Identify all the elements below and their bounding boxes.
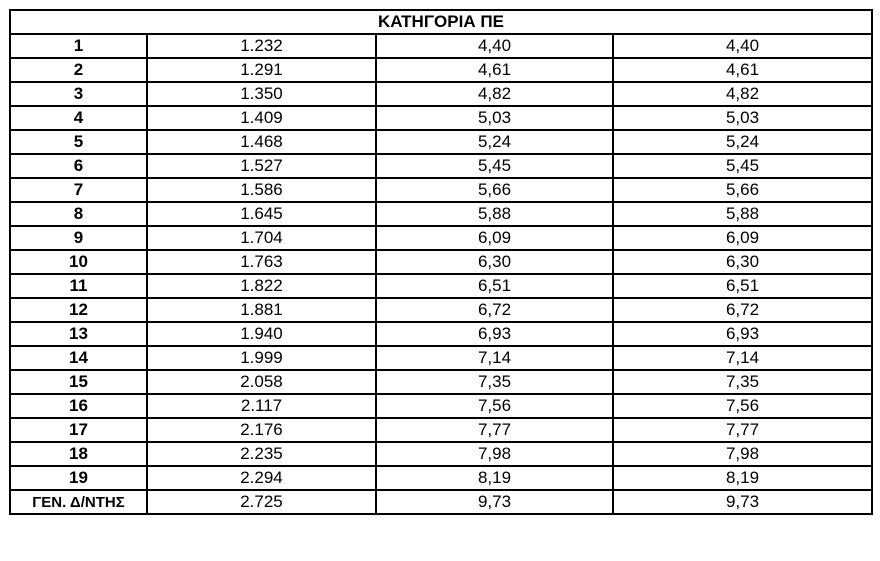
rate-a-cell: 7,56: [376, 394, 613, 418]
title-row: [10, 10, 872, 34]
amount-cell: 1.350: [147, 82, 376, 106]
level-cell: 9: [10, 226, 147, 250]
rate-a-cell: 4,61: [376, 58, 613, 82]
rate-a-cell: 7,14: [376, 346, 613, 370]
level-cell: 7: [10, 178, 147, 202]
rate-a-cell: 6,09: [376, 226, 613, 250]
rate-b-cell: 5,66: [613, 178, 872, 202]
amount-cell: 2.725: [147, 490, 376, 514]
amount-cell: 1.763: [147, 250, 376, 274]
rate-a-cell: 6,51: [376, 274, 613, 298]
rate-b-cell: 5,45: [613, 154, 872, 178]
rate-a-cell: 4,82: [376, 82, 613, 106]
amount-cell: 1.468: [147, 130, 376, 154]
rate-b-cell: 5,03: [613, 106, 872, 130]
rate-a-cell: 7,77: [376, 418, 613, 442]
level-cell: 13: [10, 322, 147, 346]
rate-b-cell: 6,93: [613, 322, 872, 346]
rate-b-cell: 5,88: [613, 202, 872, 226]
level-cell: 18: [10, 442, 147, 466]
level-cell: 17: [10, 418, 147, 442]
rate-b-cell: 6,72: [613, 298, 872, 322]
level-cell: 11: [10, 274, 147, 298]
level-cell: 8: [10, 202, 147, 226]
level-cell: 10: [10, 250, 147, 274]
rate-a-cell: 6,93: [376, 322, 613, 346]
table-row: [10, 58, 872, 82]
amount-cell: 1.645: [147, 202, 376, 226]
rate-a-cell: 5,66: [376, 178, 613, 202]
amount-cell: 2.294: [147, 466, 376, 490]
rate-a-cell: 5,24: [376, 130, 613, 154]
level-cell: ΓΕΝ. Δ/ΝΤΗΣ: [10, 490, 147, 514]
rate-a-cell: 9,73: [376, 490, 613, 514]
level-cell: 14: [10, 346, 147, 370]
table-row: [10, 322, 872, 346]
level-cell: 15: [10, 370, 147, 394]
level-cell: 1: [10, 34, 147, 58]
level-cell: 16: [10, 394, 147, 418]
table-row: [10, 82, 872, 106]
rate-b-cell: 7,98: [613, 442, 872, 466]
amount-cell: 1.527: [147, 154, 376, 178]
rate-b-cell: 6,09: [613, 226, 872, 250]
level-cell: 12: [10, 298, 147, 322]
table-row: [10, 466, 872, 490]
salary-table: [9, 9, 873, 515]
rate-b-cell: 7,35: [613, 370, 872, 394]
rate-a-cell: 7,98: [376, 442, 613, 466]
rate-b-cell: 7,56: [613, 394, 872, 418]
table-row: [10, 370, 872, 394]
table-row-general-director: [10, 490, 872, 514]
rate-a-cell: 6,30: [376, 250, 613, 274]
table-row: [10, 178, 872, 202]
amount-cell: 1.232: [147, 34, 376, 58]
rate-a-cell: 5,45: [376, 154, 613, 178]
rate-b-cell: 9,73: [613, 490, 872, 514]
table-row: [10, 34, 872, 58]
table-row: [10, 154, 872, 178]
rate-a-cell: 4,40: [376, 34, 613, 58]
amount-cell: 1.291: [147, 58, 376, 82]
amount-cell: 2.176: [147, 418, 376, 442]
rate-b-cell: 8,19: [613, 466, 872, 490]
table-title: ΚΑΤΗΓΟΡΙΑ ΠΕ: [10, 10, 872, 34]
rate-b-cell: 4,40: [613, 34, 872, 58]
level-cell: 2: [10, 58, 147, 82]
table-row: [10, 394, 872, 418]
rate-b-cell: 4,82: [613, 82, 872, 106]
rate-a-cell: 7,35: [376, 370, 613, 394]
rate-a-cell: 5,88: [376, 202, 613, 226]
amount-cell: 1.704: [147, 226, 376, 250]
rate-b-cell: 6,51: [613, 274, 872, 298]
amount-cell: 1.586: [147, 178, 376, 202]
level-cell: 5: [10, 130, 147, 154]
table-row: [10, 106, 872, 130]
rate-b-cell: 4,61: [613, 58, 872, 82]
amount-cell: 1.409: [147, 106, 376, 130]
amount-cell: 2.235: [147, 442, 376, 466]
table-row: [10, 250, 872, 274]
level-cell: 3: [10, 82, 147, 106]
table-body: [10, 10, 872, 514]
rate-a-cell: 5,03: [376, 106, 613, 130]
table-row: [10, 130, 872, 154]
table-row: [10, 274, 872, 298]
rate-a-cell: 8,19: [376, 466, 613, 490]
rate-a-cell: 6,72: [376, 298, 613, 322]
rate-b-cell: 6,30: [613, 250, 872, 274]
table-row: [10, 298, 872, 322]
level-cell: 19: [10, 466, 147, 490]
salary-table-sheet: [9, 9, 871, 515]
table-row: [10, 226, 872, 250]
rate-b-cell: 7,77: [613, 418, 872, 442]
amount-cell: 1.822: [147, 274, 376, 298]
table-row: [10, 442, 872, 466]
level-cell: 4: [10, 106, 147, 130]
amount-cell: 1.940: [147, 322, 376, 346]
amount-cell: 1.881: [147, 298, 376, 322]
amount-cell: 2.058: [147, 370, 376, 394]
rate-b-cell: 7,14: [613, 346, 872, 370]
table-row: [10, 346, 872, 370]
table-row: [10, 202, 872, 226]
amount-cell: 2.117: [147, 394, 376, 418]
amount-cell: 1.999: [147, 346, 376, 370]
level-cell: 6: [10, 154, 147, 178]
table-row: [10, 418, 872, 442]
rate-b-cell: 5,24: [613, 130, 872, 154]
